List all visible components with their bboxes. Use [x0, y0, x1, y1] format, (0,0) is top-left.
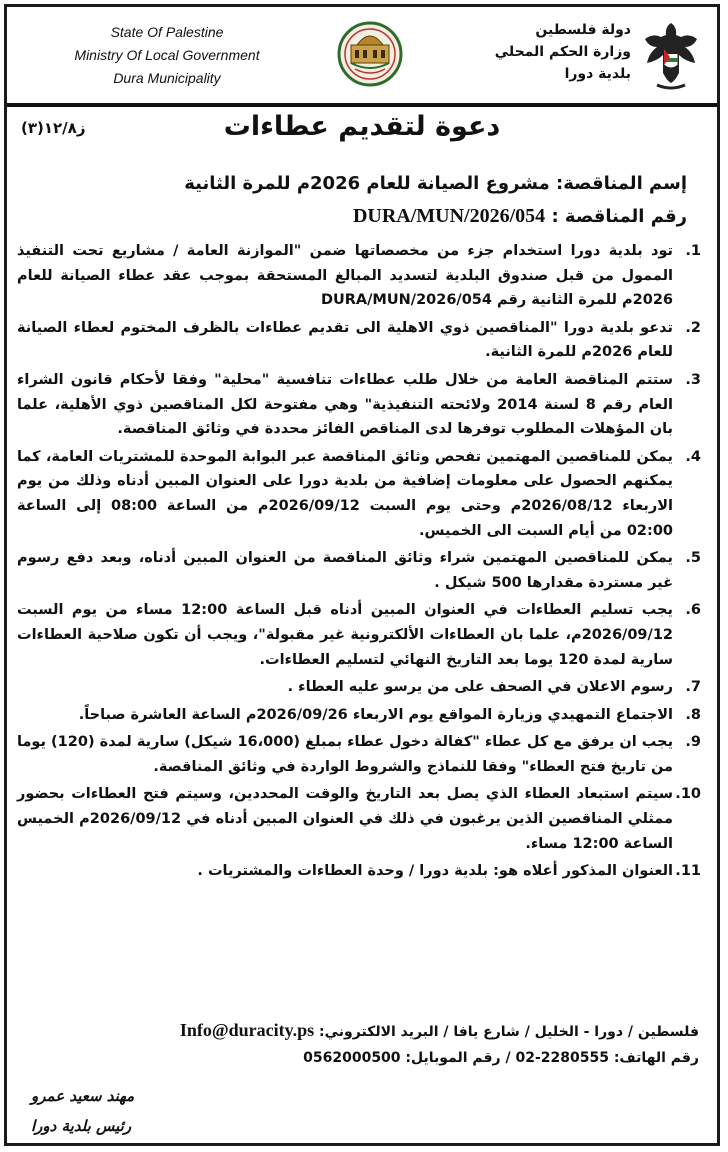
list-item	[17, 239, 701, 313]
signatory-name: مهند سعيد عمرو	[31, 1087, 135, 1105]
list-item	[17, 546, 701, 595]
item-number: 8.	[685, 706, 701, 723]
tender-announcement	[4, 4, 720, 1146]
tender-number-label: رقم المناقصة :	[551, 206, 687, 227]
signature-block	[31, 1081, 134, 1141]
municipality-name-ar: بلدية دورا	[564, 66, 631, 82]
item-text: العنوان المذكور أعلاه هو: بلدية دورا / وحدة العطاءات والمشتريات .	[197, 863, 673, 880]
list-item	[17, 859, 701, 884]
ministry-name-en: Ministry Of Local Government	[74, 47, 260, 63]
item-number: 2.	[685, 319, 701, 336]
ministry-name-ar: وزارة الحكم المحلي	[494, 44, 631, 60]
address-email-line	[19, 1017, 699, 1045]
list-item	[17, 368, 701, 442]
terms-list	[17, 239, 701, 887]
letterhead-arabic	[421, 19, 631, 85]
list-item	[17, 316, 701, 365]
phone-numbers: رقم الهاتف: 2280555-02 / رقم الموبايل: 0562000500	[303, 1050, 699, 1066]
state-name-ar: دولة فلسطين	[535, 22, 631, 38]
item-number: 4.	[685, 448, 701, 465]
reference-code: ز١٢/٨(٣)	[21, 119, 86, 137]
item-text: سيتم استبعاد العطاء الذي يصل بعد التاريخ والوقت المحددين، وسيتم فتح العطاءات بحضور ممثلي المناقصين الذين يرغبون في ذلك في العنوان المبين أدناه في 2026/09/12م الخميس الساعة 12:00 مساء.	[17, 786, 673, 852]
letterhead-english	[27, 21, 307, 90]
tender-number: DURA/MUN/2026/054	[352, 205, 546, 227]
list-item	[17, 675, 701, 700]
list-item	[17, 782, 701, 856]
page-title: دعوة لتقديم عطاءات	[223, 111, 501, 142]
item-text: ستتم المناقصة العامة من خلال طلب عطاءات تنافسية "محلية" وفقا لأحكام قانون الشراء العام رقم 8 لسنة 2014 ولائحته التنفيذية" وهي مفتوحة لكل المناقصين ذوي الأهلية، علما بان المؤهلات المطلوب توفرها لدى المناقص الفائز محددة في وثائق المناقصة.	[17, 371, 674, 438]
tender-number-line	[87, 205, 687, 228]
item-text: يجب تسليم العطاءات في العنوان المبين أدناه قبل الساعة 12:00 مساء من يوم السبت 2026/09/12م، علما بان العطاءات الألكترونية غير مقبولة"، ويجب أن تكون صلاحية العطاءات سارية لمدة 120 يوما بعد التاريخ النهائي لتسليم العطاءات.	[17, 602, 673, 668]
item-number: 5.	[685, 550, 701, 567]
item-text: الاجتماع التمهيدي وزيارة المواقع يوم الاربعاء 2026/09/26م الساعة العاشرة صباحاً.	[78, 706, 673, 723]
list-item	[17, 445, 701, 543]
item-text: يجب ان يرفق مع كل عطاء "كفالة دخول عطاء بمبلغ (16،000 شيكل) سارية لمدة (120) يوما من تاريخ فتح العطاء" وفقا للنماذج والشروط الواردة في وثائق المناقصة.	[17, 734, 674, 775]
item-number: 10.	[675, 786, 701, 803]
municipality-logo	[337, 15, 403, 93]
item-number: 7.	[685, 679, 701, 696]
list-item	[17, 703, 701, 728]
state-name-en: State Of Palestine	[110, 24, 224, 40]
header-divider	[7, 103, 717, 107]
letterhead	[7, 7, 717, 103]
item-number: 1.	[685, 243, 701, 259]
municipality-name-en: Dura Municipality	[113, 70, 221, 86]
item-text: تود بلدية دورا استخدام جزء من مخصصاتها ضمن "الموازنة العامة / مشاريع تحت التنفيذ الممول من قبل صندوق البلدية لتسديد المبالغ المستحقة بموجب عقد عطاء الصيانة للعام 2026م للمرة الثانية رقم DURA/MUN/2026/054	[17, 243, 673, 309]
item-number: 3.	[685, 371, 701, 388]
item-number: 6.	[685, 602, 701, 619]
item-text: يمكن للمناقصين المهتمين شراء وثائق المناقصة من العنوان المبين أدناه، وبعد دفع رسوم غير مستردة مقدارها 500 شيكل .	[17, 550, 673, 591]
signatory-position: رئيس بلدية دورا	[31, 1117, 132, 1135]
list-item	[17, 730, 701, 779]
palestine-eagle-emblem	[639, 17, 703, 95]
address-text: فلسطين / دورا - الخليل / شارع يافا / البريد الالكتروني:	[319, 1024, 699, 1040]
item-text: يمكن للمناقصين المهتمين تفحص وثائق المناقصة عبر البوابة الموحدة للمشتريات العامة، كما يمكنهم الحصول على معلومات إضافية من بلدية دورا على العنوان المبين أدناه وذلك من يوم الاربعاء 2026/08/12م وحتى يوم السبت 2026/09/12م من الساعة 08:00 إلى الساعة 02:00 من أيام السبت الى الخميس.	[17, 448, 673, 539]
item-number: 9.	[685, 734, 701, 751]
contact-info	[19, 1017, 699, 1071]
email-address[interactable]: Info@duracity.ps	[179, 1020, 315, 1040]
item-text: تدعو بلدية دورا "المناقصين ذوي الاهلية الى تقديم عطاءات بالظرف المختوم لعطاء الصيانة للعام 2026م للمرة الثانية.	[17, 319, 673, 361]
item-number: 11.	[675, 863, 701, 880]
tender-name: إسم المناقصة: مشروع الصيانة للعام 2026م للمرة الثانية	[184, 173, 687, 194]
item-text: رسوم الاعلان في الصحف على من يرسو عليه العطاء .	[287, 679, 673, 696]
list-item	[17, 598, 701, 672]
